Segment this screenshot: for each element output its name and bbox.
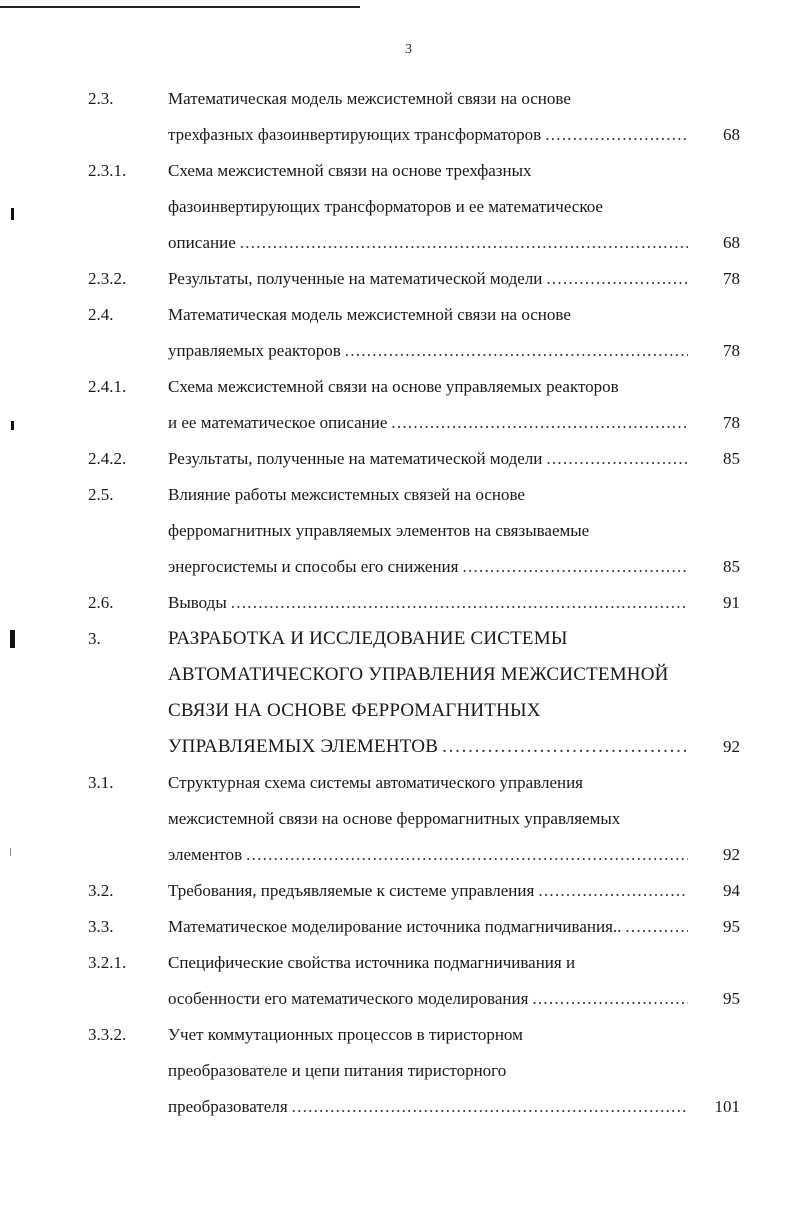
toc-entry-title-line: Схема межсистемной связи на основе трехфазных	[168, 161, 532, 180]
toc-entry	[0, 369, 795, 441]
toc-entry	[0, 765, 795, 873]
toc-entry-title-line: Требования, предъявляемые к системе управления . . .	[168, 873, 688, 909]
toc-entry-page: 91	[723, 593, 740, 612]
toc-entry	[0, 261, 795, 297]
scan-mark	[10, 630, 15, 648]
toc-entry-number: 2.5.	[88, 485, 114, 504]
dot-leader	[625, 909, 688, 945]
toc-entry-title-line: фазоинвертирующих трансформаторов и ее математическое	[168, 197, 603, 216]
toc-entry-page: 85	[723, 449, 740, 468]
toc-entry-title-line: элементов . . .	[168, 837, 688, 873]
toc-entry	[0, 441, 795, 477]
scan-mark	[10, 848, 11, 856]
dot-leader	[391, 405, 688, 441]
toc-entry-number: 3.2.1.	[88, 953, 127, 972]
toc-entry-title-line: межсистемной связи на основе ферромагнитных управляемых	[168, 809, 621, 828]
toc-entry	[0, 477, 795, 585]
toc-entry-title-line: и ее математическое описание . . .	[168, 405, 688, 441]
toc-entry-title-line: описание . . .	[168, 225, 688, 261]
toc-entry-page: 85	[723, 557, 740, 576]
toc-entry-number: 3.3.	[88, 917, 114, 936]
toc-entry-number: 2.3.	[88, 89, 114, 108]
toc-entry-title-line: РАЗРАБОТКА И ИССЛЕДОВАНИЕ СИСТЕМЫ	[168, 628, 568, 649]
toc-entry-number: 2.3.1.	[88, 161, 127, 180]
toc-entry-page: 94	[723, 881, 740, 900]
toc-entry	[0, 1017, 795, 1125]
toc-entry-title-line: ферромагнитных управляемых элементов на связываемые	[168, 521, 590, 540]
toc-entry-number: 2.4.2.	[88, 449, 127, 468]
toc-entry-title-line: Схема межсистемной связи на основе управляемых реакторов	[168, 377, 619, 396]
toc-entry-title-line: СВЯЗИ НА ОСНОВЕ ФЕРРОМАГНИТНЫХ	[168, 700, 541, 721]
toc-entry-number: 3.	[88, 629, 101, 648]
toc-entry-page: 68	[723, 125, 740, 144]
toc-entry-title-line: преобразователя . . .	[168, 1089, 688, 1125]
toc-entry-title-line: Математическая модель межсистемной связи на основе	[168, 89, 571, 108]
dot-leader	[545, 117, 688, 153]
dot-leader	[532, 981, 688, 1017]
dot-leader	[462, 549, 688, 585]
toc-entry-title-line: Влияние работы межсистемных связей на основе	[168, 485, 525, 504]
toc-entry-page: 95	[723, 989, 740, 1008]
toc-entry	[0, 873, 795, 909]
page-number: 3	[405, 42, 412, 57]
toc-entry-number: 2.3.2.	[88, 269, 127, 288]
toc-entry-number: 2.4.1.	[88, 377, 127, 396]
toc-entry-page: 68	[723, 233, 740, 252]
toc-entry	[0, 297, 795, 369]
toc-entry-title-line: Учет коммутационных процессов в тиристорном	[168, 1025, 523, 1044]
scan-mark	[11, 208, 14, 220]
toc-entry-page: 78	[723, 413, 740, 432]
toc-entry-title-line: управляемых реакторов . . .	[168, 333, 688, 369]
toc-entry-page: 78	[723, 269, 740, 288]
toc-entry-title-line: УПРАВЛЯЕМЫХ ЭЛЕМЕНТОВ . . .	[168, 729, 688, 765]
dot-leader	[231, 585, 688, 621]
toc-entry-title-line: особенности его математического моделирования . . .	[168, 981, 688, 1017]
toc-entry-title-line: Результаты, полученные на математической модели . . .	[168, 441, 688, 477]
toc-entry-page: 78	[723, 341, 740, 360]
toc-entry-title-line: Специфические свойства источника подмагничивания и	[168, 953, 576, 972]
toc-entry	[0, 945, 795, 1017]
dot-leader	[292, 1089, 688, 1125]
scan-mark	[11, 421, 14, 430]
toc-entry-number: 2.6.	[88, 593, 114, 612]
toc-entry	[0, 153, 795, 261]
toc-entry-title-line: Структурная схема системы автоматического управления	[168, 773, 584, 792]
toc-entry-title-line: АВТОМАТИЧЕСКОГО УПРАВЛЕНИЯ МЕЖСИСТЕМНОЙ	[168, 664, 669, 685]
dot-leader	[538, 873, 688, 909]
dot-leader	[345, 333, 688, 369]
toc-entry-number: 3.3.2.	[88, 1025, 127, 1044]
toc-entry-title-line: Результаты, полученные на математической модели . . .	[168, 261, 688, 297]
toc-entry-number: 3.2.	[88, 881, 114, 900]
toc-entry-number: 3.1.	[88, 773, 114, 792]
toc-entry-number: 2.4.	[88, 305, 114, 324]
toc-entry-page: 95	[723, 917, 740, 936]
toc-entry-page: 92	[723, 737, 740, 756]
toc-entry	[0, 81, 795, 153]
toc-entry-title-line: Математическая модель межсистемной связи на основе	[168, 305, 571, 324]
dot-leader	[246, 837, 688, 873]
toc-entry-title-line: преобразователе и цепи питания тиристорного	[168, 1061, 507, 1080]
toc-entry	[0, 585, 795, 621]
toc-entry-page: 101	[714, 1097, 740, 1116]
dot-leader	[240, 225, 688, 261]
toc-entry	[0, 909, 795, 945]
toc-entry-page: 92	[723, 845, 740, 864]
dot-leader	[546, 261, 688, 297]
toc-entry	[0, 621, 795, 765]
dot-leader	[546, 441, 688, 477]
dot-leader	[442, 729, 688, 765]
toc-entry-title-line: трехфазных фазоинвертирующих трансформаторов . . .	[168, 117, 688, 153]
toc-entry-title-line: энергосистемы и способы его снижения . . .	[168, 549, 688, 585]
toc-entry-title-line: Математическое моделирование источника подмагничивания.. . . .	[168, 909, 688, 945]
toc-entry-title-line: Выводы . . .	[168, 585, 688, 621]
